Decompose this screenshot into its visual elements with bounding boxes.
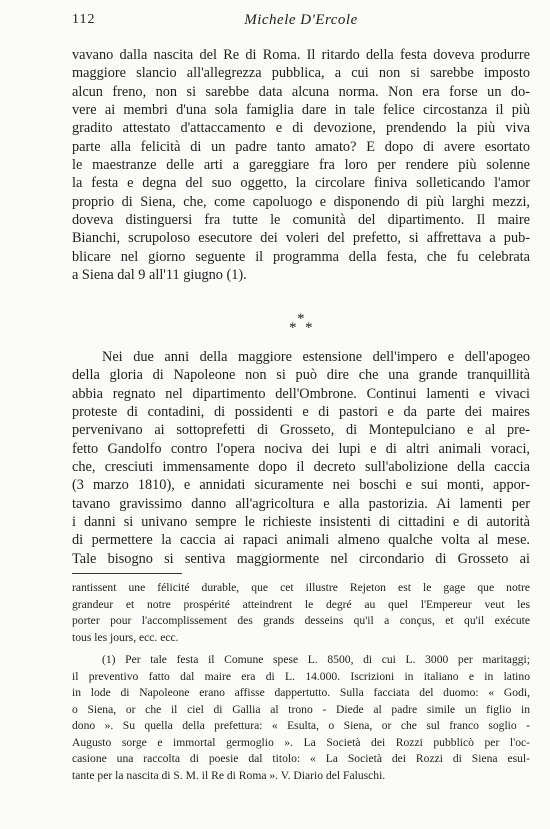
- running-head: Michele D'Ercole: [244, 12, 358, 28]
- footnote-line: Augusto sorge e immortal germoglio ». La Società dei Rozzi pubblicò per l'oc-: [72, 735, 530, 749]
- footnote-line: (1) Per tale festa il Comune spese L. 8500, di cui L. 3000 per maritaggi;: [102, 653, 530, 666]
- text-line: Bianchi, scrupoloso esecutore dei voleri del prefetto, si affrettava a pub-: [72, 230, 530, 247]
- footnotes: [72, 580, 530, 784]
- text-line: blicare nel giorno seguente il programma della festa, che fu celebrata: [72, 248, 530, 265]
- text-line: tavano gravissimo danno all'agricoltura e alla pastorizia. Ai lamenti per: [72, 495, 530, 512]
- text-line: a Siena dal 9 all'11 giugno (1).: [72, 267, 247, 284]
- text-line: proprio di Siena, che, come capoluogo e disponendo di più larghi mezzi,: [72, 193, 530, 210]
- text-line: la festa e degna del suo oggetto, la circolare finiva solleticando l'amor: [72, 175, 530, 192]
- text-line: che, cresciuti immensamente dopo il decreto sull'abolizione della caccia: [72, 459, 530, 476]
- footnote-line: casione una raccolta di poesie dal titolo: « La Società dei Rozzi di Siena esul-: [72, 752, 530, 765]
- footnote-line: il preventivo fatto dal maire era di L. 14.000. Iscrizioni in italiano e in latino: [72, 669, 530, 683]
- text-line: vavano dalla nascita del Re di Roma. Il ritardo della festa doveva produrre: [72, 47, 530, 63]
- footnote-divider: [72, 573, 182, 574]
- paragraph: [72, 46, 530, 284]
- main-text: [72, 46, 530, 284]
- page-number: 112: [72, 12, 96, 27]
- paragraph: [72, 348, 530, 568]
- text-line: gradito attestato d'attaccamento e di devozione, prendendo la più viva: [72, 120, 530, 137]
- footnote-continuation: [72, 580, 530, 646]
- footnote-line: tante per la nascita di S. M. il Re di Roma ». V. Diario del Faluschi.: [72, 768, 386, 782]
- text-line: Nei due anni della maggiore estensione dell'impero e dell'apogeo: [102, 349, 530, 365]
- page-header: [72, 12, 530, 34]
- text-line: Tale bisogno si sentiva maggiormente nel circondario di Grosseto ai: [72, 550, 530, 567]
- text-line: proteste di contadini, di possidenti e di pastori e da parte dei maires: [72, 404, 530, 421]
- text-line: (3 marzo 1810), e annidati sicuramente nei boschi e sui monti, appor-: [72, 477, 530, 494]
- text-line: i danni si univano sempre le richieste insistenti di cittadini e di autorità: [72, 514, 530, 531]
- footnote-line: porter pour l'accomplissement des grands desseins qu'il a conçus, et qu'il exécute: [72, 614, 530, 627]
- text-line: della gloria di Napoleone non si può dire che una grande tranquillità: [72, 367, 530, 384]
- footnote-line: rantissent une félicité durable, que cet illustre Rejeton est le gage que notre: [72, 581, 530, 594]
- text-line: abbia regnato nel dipartimento dell'Ombrone. Continui lamenti e vivaci: [72, 385, 530, 402]
- footnote-line: in lode di Napoleone erano affisse dappertutto. Sulla facciata del duomo: « Godi,: [72, 686, 530, 699]
- text-line: parte alla felicità di un padre tanto amato? E dopo di avere esortato: [72, 138, 530, 155]
- footnote-line: grandeur et notre prospérité atteindrent le degré au quel l'Empereur veut les: [72, 597, 530, 611]
- asterism-divider: * * *: [289, 311, 313, 336]
- text-line: doveva distinguersi fra tutte le comunità del dipartimento. Il maire: [72, 212, 530, 229]
- text-line: fetto Gandolfo contro l'opera nociva dei lupi e di altri animali voraci,: [72, 440, 530, 457]
- footnote-line: o Siena, or che il ciel di Gallia al trono - Diede al padre simile un figlio in: [72, 702, 530, 716]
- text-line: pervenivano ai sottoprefetti di Grosseto, di Montepulciano e al pre-: [72, 422, 530, 439]
- main-text-section-2: [72, 348, 530, 568]
- text-line: di permettere la caccia ai rapaci animali almeno qualche volta al mese.: [72, 532, 530, 549]
- text-line: maggiore slancio all'allegrezza pubblica, a cui non si sarebbe imposto: [72, 65, 530, 82]
- footnote-line: dono ». Su quella della prefettura: « Esulta, o Siena, or che sul franco soglio -: [72, 719, 530, 732]
- text-line: alcun freno, non si sarebbe data alcuna norma. Non era forse un do-: [72, 83, 530, 100]
- text-line: vere ai membri d'una sola famiglia dare in tale felice circostanza il più: [72, 102, 530, 119]
- footnote-1: [72, 652, 530, 784]
- text-line: le maestranze delle arti a gareggiare fra loro per rendere più solenne: [72, 157, 530, 174]
- footnote-line: tous les jours, ecc. ecc.: [72, 630, 179, 644]
